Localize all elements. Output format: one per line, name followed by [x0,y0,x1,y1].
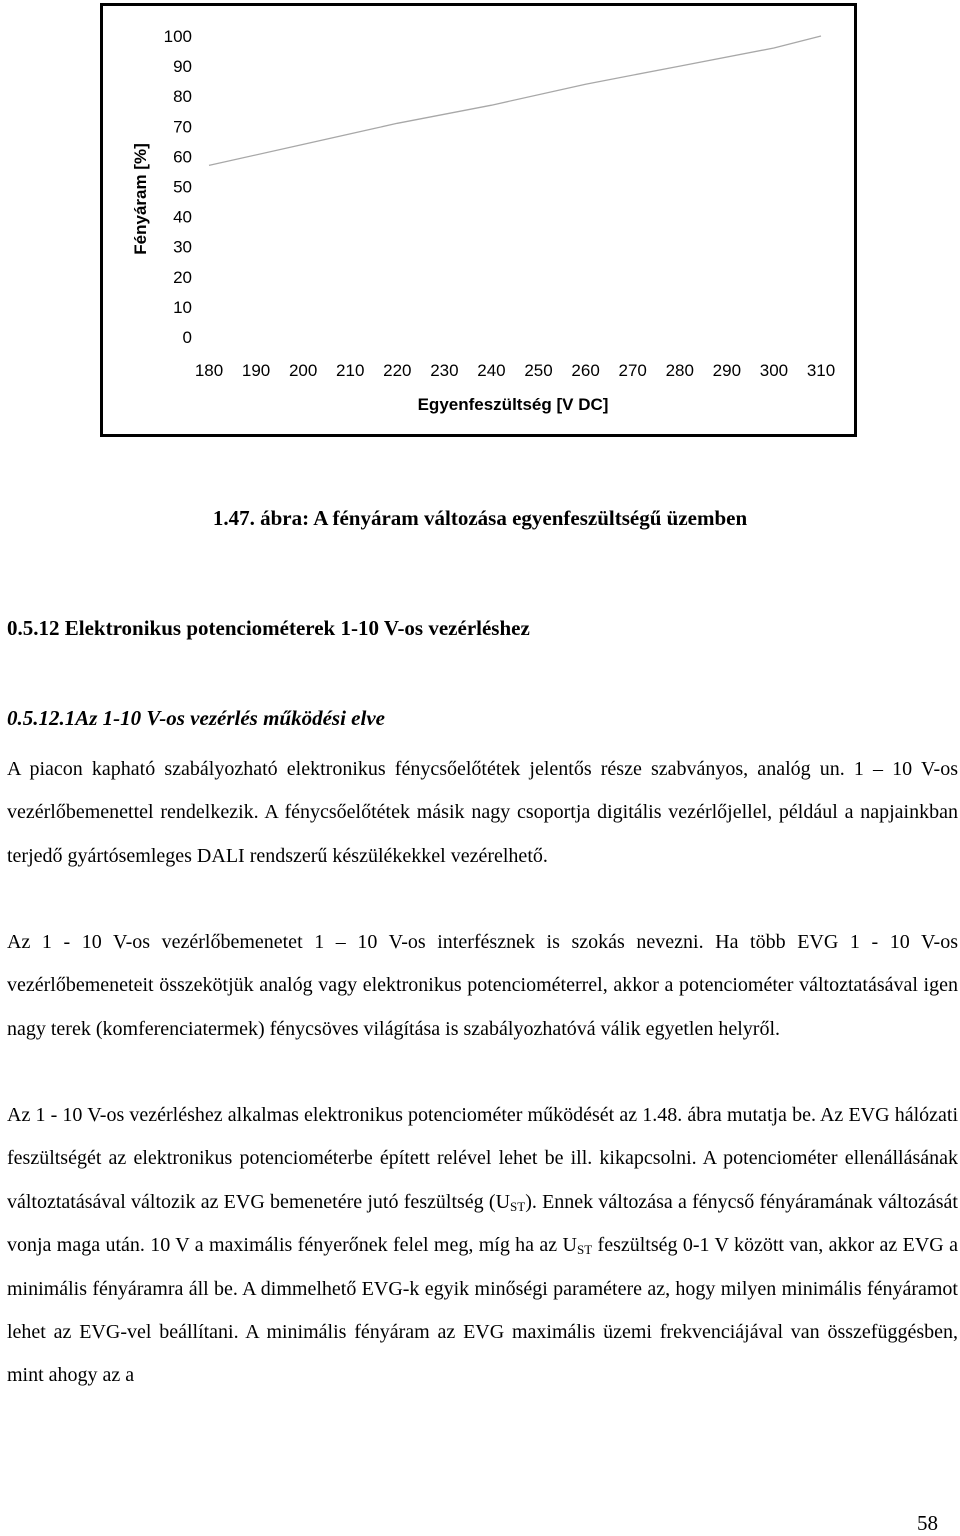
page-number: 58 [917,1511,938,1535]
y-tick-label: 80 [173,87,192,107]
paragraph-3-part-b: ). Ennek változása a fénycső fényáramának változását vonja maga után. 10 V a maximális fényerőnek felel meg, míg ha az U [7,1190,958,1257]
paragraph-3-part-a: Az 1 - 10 V-os vezérléshez alkalmas elektronikus potenciométer működését az 1.48. ábra mutatja be. Az EVG hálózati feszültségét az elektronikus potenciométerbe épített relével lehet be ill. kikapcsolni. A potenciométer ellenállásának változtatásával változik az EVG bemenetére jutó feszültség (U [7,1104,958,1213]
x-tick-label: 280 [665,361,694,380]
subscript-st-2: ST [577,1242,593,1258]
y-axis-label: Fényáram [%] [131,143,150,255]
paragraph-2: Az 1 - 10 V-os vezérlőbemenetet 1 – 10 V-os interfésznek is szokás nevezni. Ha több EVG 1 - 10 V-os vezérlőbemeneteit összekötjük analóg vagy elektronikus potenciométerrel, akkor a potenciométer változtatásával igen nagy terek (komferenciatermek) fénycsöves világítása is szabályozhatóvá válik egyetlen helyről. [7,931,958,1040]
series-line [209,36,821,165]
figure-caption: 1.47. ábra: A fényáram változása egyenfeszültségű üzemben [212,506,748,530]
x-tick-label: 270 [618,361,647,380]
x-tick-label: 290 [712,361,742,380]
paragraph-3 [7,1094,958,1398]
y-tick-label: 50 [173,177,192,197]
y-tick-label: 100 [163,27,192,46]
paragraph-3-part-c: feszültség 0-1 V között van, akkor az EVG a minimális fényáramra áll be. A dimmelhető EVG-k egyik minőségi paramétere az, hogy milyen minimális fényáramot lehet az EVG-vel beállítani. A minimális fényáram az EVG maximális üzemi frekvenciájával van összefüggésben, mint ahogy az a [7,1234,958,1387]
x-tick-label: 250 [524,361,553,380]
x-axis-label: Egyenfeszültség [V DC] [417,395,609,414]
light-output-chart [103,6,854,434]
x-tick-label: 220 [383,361,412,380]
x-tick-label: 210 [336,361,365,380]
x-tick-label: 300 [759,361,789,380]
y-tick-label: 30 [173,237,192,257]
x-tick-label: 260 [571,361,600,380]
x-tick-label: 240 [477,361,506,380]
y-tick-label: 40 [173,207,192,227]
y-tick-label: 90 [173,57,192,77]
y-tick-label: 0 [182,328,192,347]
x-tick-label: 190 [241,361,271,380]
x-tick-label: 310 [806,361,836,380]
y-tick-label: 20 [173,267,192,287]
x-tick-label: 180 [194,361,224,380]
y-tick-label: 60 [173,147,192,167]
y-tick-label: 70 [173,117,192,137]
x-tick-label: 230 [430,361,459,380]
chart-frame [100,3,857,437]
paragraph-1: A piacon kapható szabályozható elektronikus fénycsőelőtétek jelentős része szabványos, analóg un. 1 – 10 V-os vezérlőbemenettel rendelkezik. A fénycsőelőtétek másik nagy csoportja digitális vezérlőjellel, például a napjainkban terjedő gyártósemleges DALI rendszerű készülékekkel vezérelhető. [7,758,958,867]
y-tick-label: 10 [173,297,192,317]
subsection-heading: 0.5.12.1Az 1-10 V-os vezérlés működési elve [7,706,385,730]
section-heading: 0.5.12 Elektronikus potenciométerek 1-10 V-os vezérléshez [7,616,530,640]
x-tick-label: 200 [288,361,318,380]
subscript-st: ST [510,1198,526,1214]
